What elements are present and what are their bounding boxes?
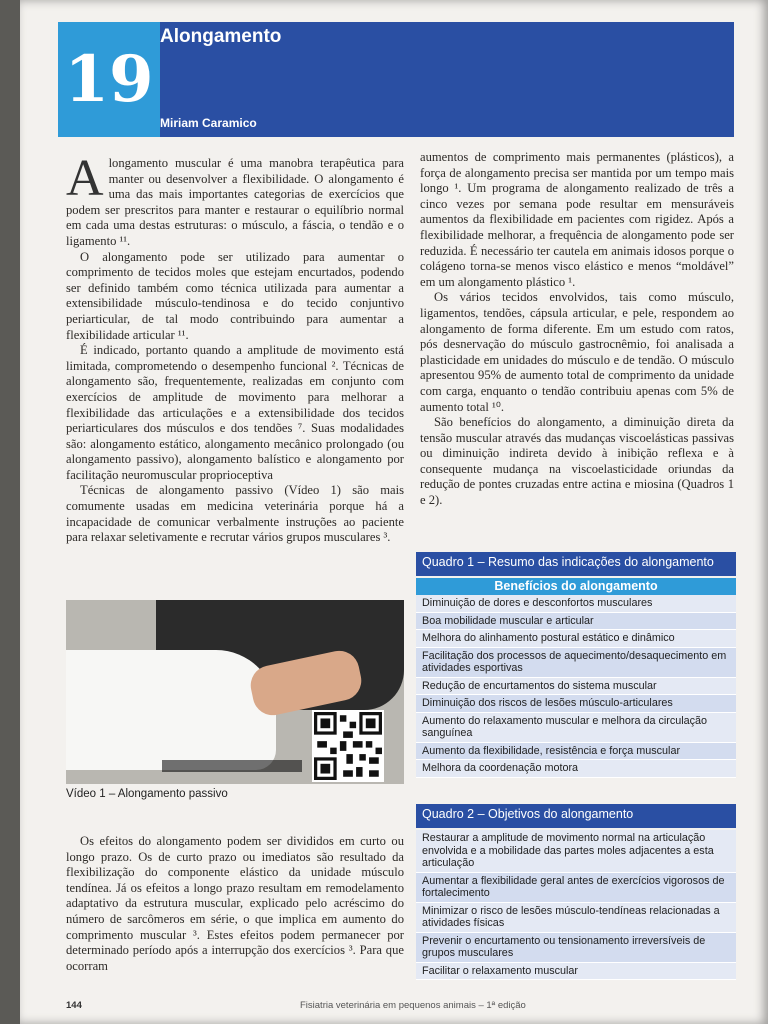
video-thumbnail [66,600,404,784]
right-column [420,150,734,509]
paragraph: Os efeitos do alongamento podem ser divididos em curto ou longo prazo. Os de curto prazo ou imediatos são resultado da flexibilização do componente elástico da unidade músculo tendínea. Já os efeitos a longo prazo resultam em remodelamento adaptativo da estrutura muscular, explicado pelo acréscimo do número de sarcômeros em série, o que implica em aumento do comprimento muscular ³. Estes efeitos podem permanecer por determinado período após a interrupção dos exercícios ³. Para que ocorram [66,834,404,973]
list-item: Boa mobilidade muscular e articular [416,613,736,631]
quadro-2 [416,804,736,980]
list-item: Restaurar a amplitude de movimento normal na articulação envolvida e a mobilidade das partes moles adjacentes a esta articulação [416,830,736,873]
list-item: Aumentar a flexibilidade geral antes de exercícios vigorosos de fortalecimento [416,873,736,903]
quadro-2-title: Quadro 2 – Objetivos do alongamento [416,804,736,828]
paragraph: Alongamento muscular é uma manobra terapêutica para manter ou desenvolver a flexibilidade. O alongamento é uma das mais importantes categorias de exercícios que podem ser prescritos para manter e restaurar o equilíbrio normal em cada uma destas estruturas: o músculo, a fáscia, o tendão e o ligamento ¹¹. [66,150,404,248]
paragraph: O alongamento pode ser utilizado para aumentar o comprimento de tecidos moles que estejam encurtados, podendo ser definido também como técnica utilizada para aumentar a extensibilidade músculo-tendinosa e do tecido conjuntivo periarticular, de tal modo contribuindo para aumentar a flexibilidade articular ¹¹. [66,249,404,342]
list-item: Facilitar o relaxamento muscular [416,963,736,981]
chapter-author: Miriam Caramico [160,116,257,130]
paragraph: Técnicas de alongamento passivo (Vídeo 1) são mais comumente usadas em medicina veterinária porque há a incapacidade de comunicar verbalmente instruções ao paciente para relaxar seletivamente e recrutar vários grupos musculares ³. [66,483,404,545]
paragraph: É indicado, portanto quando a amplitude de movimento está limitada, comprometendo o desempenho funcional ². Técnicas de alongamento são, frequentemente, realizadas em conjunto com exercícios de amplitude de movimento para melhorar a flexibilidade das articulações e a extensibilidade dos tecidos periarticulares dos músculos e dos tendões ⁷. Suas modalidades são: alongamento estático, alongamento mecânico prolongado (ou alongamento passivo), alongamento balístico e alongamento por facilitação neuromuscular proprioceptiva [66,343,404,482]
list-item: Melhora do alinhamento postural estático e dinâmico [416,630,736,648]
list-item: Aumento da flexibilidade, resistência e força muscular [416,743,736,761]
chapter-number: 19 [58,22,160,137]
list-item: Diminuição dos riscos de lesões músculo-articulares [416,695,736,713]
list-item: Aumento do relaxamento muscular e melhora da circulação sanguínea [416,713,736,743]
left-column [66,150,404,546]
list-item: Diminuição de dores e desconfortos musculares [416,595,736,613]
quadro-1-subtitle: Benefícios do alongamento [416,578,736,595]
video-caption: Vídeo 1 – Alongamento passivo [66,788,228,800]
book-title-footer: Fisiatria veterinária em pequenos animais – 1ª edição [300,1000,526,1011]
paragraph: aumentos de comprimento mais permanentes (plásticos), a força de alongamento precisa ser mantida por um tempo mais longo ¹. Um programa de alongamento realizado de três a cinco vezes por semana pode resultar em mensuráveis aumentos da flexibilidade em pacientes com rigidez. Após a flexibilidade melhorar, a frequência de alongamento pode ser reduzida. É necessário ter cautela em animais idosos porque o colágeno torna-se menos visco elástico e menos “moldável” em um alongamento plástico ¹. [420,150,734,289]
book-page [20,0,768,1024]
quadro-2-list [416,830,736,980]
paragraph: Os vários tecidos envolvidos, tais como músculo, ligamentos, tendões, cápsula articular, e pele, respondem ao alongamento de forma diferente. Em um estudo com ratos, pós desnervação do músculo gastrocnêmio, foi analisada a plasticidade em unidades do músculo e de tendão. O músculo apresentou 95% de aumento total de comprimento da unidade com carga, enquanto o tendão contribuiu apenas com 5% de aumento total ¹⁰. [420,290,734,414]
quadro-1-title: Quadro 1 – Resumo das indicações do alongamento [416,552,736,576]
qr-code-icon [312,710,384,782]
quadro-1 [416,552,736,778]
left-column-bottom [66,834,404,974]
list-item: Facilitação dos processos de aquecimento/desaquecimento em atividades esportivas [416,648,736,678]
list-item: Melhora da coordenação motora [416,760,736,778]
video-controls-bar [162,760,302,772]
list-item: Redução de encurtamentos do sistema muscular [416,678,736,696]
chapter-title: Alongamento [160,26,282,47]
video-arm-shape [66,650,276,770]
quadro-1-list [416,595,736,778]
paragraph: São benefícios do alongamento, a diminuição direta da tensão muscular através das mudanças viscoelásticas passivas ou diminuição indireta devido à inibição reflexa e à consequente mudança na viscoelasticidade oriundas da redução de pontes cruzadas entre actina e miosina (Quadros 1 e 2). [420,415,734,508]
list-item: Prevenir o encurtamento ou tensionamento irreversíveis de grupos musculares [416,933,736,963]
list-item: Minimizar o risco de lesões músculo-tendíneas relacionadas a atividades físicas [416,903,736,933]
page-number: 144 [66,1000,82,1011]
drop-cap: A [66,150,104,207]
